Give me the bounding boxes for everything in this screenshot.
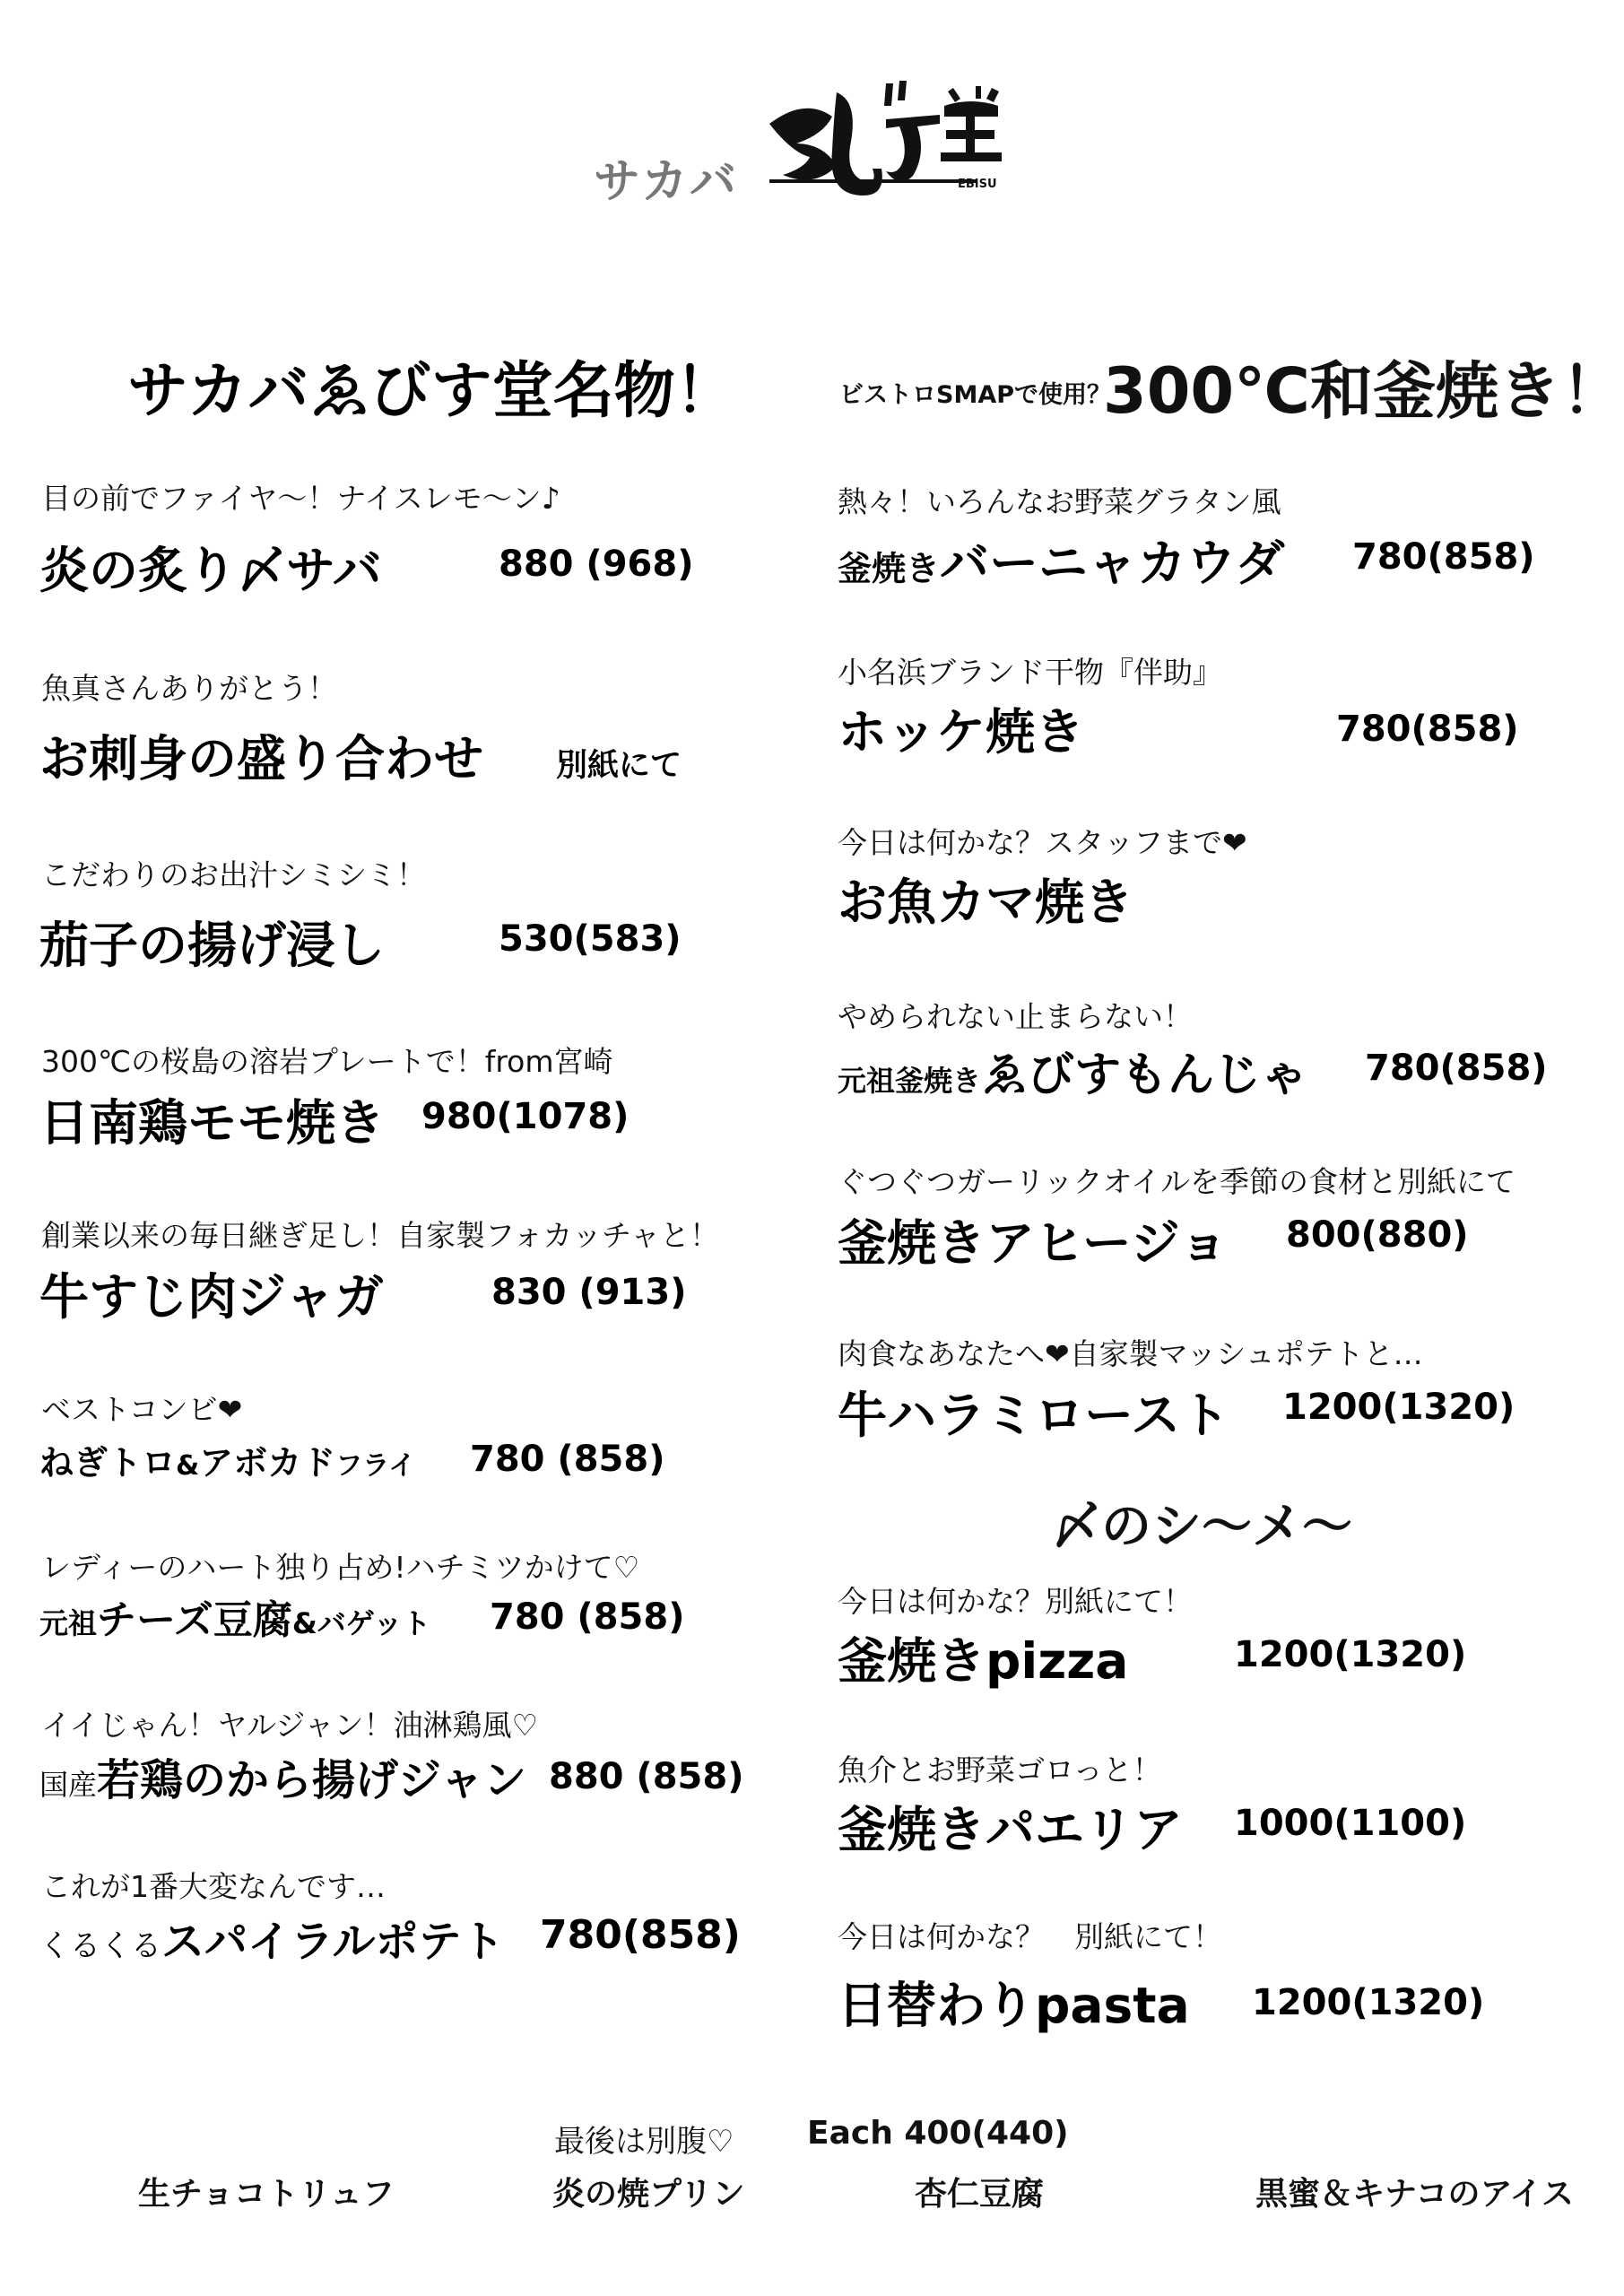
shime-item-1-price: 1200(1320) <box>1234 1634 1467 1675</box>
right-item-1-name-b: バーニャカウダ <box>940 535 1285 592</box>
left-item-8-price: 880 (858) <box>549 1756 744 1797</box>
right-item-4-name <box>838 1037 1307 1104</box>
header-sakaba: サカバ <box>594 155 738 209</box>
left-item-3-desc: こだわりのお出汁シミシミ！ <box>41 857 426 892</box>
left-item-9-name-b: スパイラルポテト <box>161 1917 505 1967</box>
left-item-8-name-b: 若鶏のから揚げジャン <box>97 1755 527 1805</box>
left-item-3-price: 530(583) <box>499 918 682 960</box>
shime-item-3-price: 1200(1320) <box>1252 1982 1485 2023</box>
logo-subtitle: EBISU <box>958 178 997 191</box>
right-item-1-name-a: 釜焼き <box>838 549 941 588</box>
left-item-6-name-d: フライ <box>335 1450 416 1482</box>
right-item-6-price: 1200(1320) <box>1282 1387 1515 1428</box>
shime-item-3-desc: 今日は何かな？ 別紙にて！ <box>838 1919 1222 1954</box>
shime-item-1-name: 釜焼きpizza <box>838 1632 1129 1690</box>
left-item-7-desc: レディーのハート独り占め!ハチミツかけて♡ <box>41 1550 640 1585</box>
dessert-item-1: 生チョコトリュフ <box>138 2176 395 2213</box>
left-item-8-desc: イイじゃん！ヤルジャン！油淋鶏風♡ <box>41 1708 539 1743</box>
left-item-3-name: 茄子の揚げ浸し <box>39 917 386 974</box>
right-item-1-name <box>838 524 1284 595</box>
shime-item-2-desc: 魚介とお野菜ゴロっと！ <box>838 1752 1162 1787</box>
dessert-item-4: 黒蜜＆キナコのアイス <box>1255 2176 1574 2213</box>
right-item-4-desc: やめられない止まらない！ <box>838 999 1193 1034</box>
right-item-5-desc: ぐつぐつガーリックオイルを季節の食材と別紙にて <box>838 1164 1516 1199</box>
right-item-2-name: ホッケ焼き <box>838 703 1085 761</box>
left-section-title: サカバゑびす堂名物！ <box>127 356 736 427</box>
left-item-7-name-b: チーズ豆腐 <box>97 1597 292 1643</box>
shime-item-2-price: 1000(1100) <box>1234 1803 1467 1844</box>
right-item-1-desc: 熱々！いろんなお野菜グラタン風 <box>838 484 1281 519</box>
left-item-4-price: 980(1078) <box>421 1096 630 1137</box>
left-item-9-desc: これが1番大変なんです… <box>41 1869 386 1904</box>
right-item-1-price: 780(858) <box>1352 536 1535 578</box>
left-item-4-name: 日南鶏モモ焼き <box>39 1094 386 1152</box>
left-item-8-name-a: 国産 <box>39 1768 98 1802</box>
left-item-7-name-c: &バゲット <box>291 1606 431 1640</box>
left-item-5-price: 830 (913) <box>491 1272 687 1313</box>
shime-item-1-desc: 今日は何かな？別紙にて！ <box>838 1584 1193 1619</box>
left-item-6-price: 780 (858) <box>470 1439 665 1480</box>
left-item-5-name: 牛すじ肉ジャガ <box>39 1268 384 1326</box>
left-item-6-name-c: アボカド <box>199 1443 336 1483</box>
right-item-2-desc: 小名浜ブランド干物『伴助』 <box>838 655 1222 690</box>
left-item-5-desc: 創業以来の毎日継ぎ足し！自家製フォカッチャと！ <box>41 1218 720 1253</box>
right-item-2-price: 780(858) <box>1336 709 1519 750</box>
left-item-2-price: 別紙にて <box>556 748 682 784</box>
dessert-item-2: 炎の焼プリン <box>552 2176 745 2213</box>
left-item-9-name <box>39 1907 505 1969</box>
right-section-pretitle: ビストロSMAPで使用？ <box>839 381 1111 409</box>
left-item-8-name <box>39 1745 526 1807</box>
right-item-5-price: 800(880) <box>1286 1214 1469 1256</box>
right-section-title: 300℃和釜焼き！ <box>1103 354 1624 428</box>
left-item-2-desc: 魚真さんありがとう！ <box>41 671 337 706</box>
left-item-1-desc: 目の前でファイヤ〜！ナイスレモ〜ン♪ <box>41 481 560 516</box>
left-item-1-price: 880 (968) <box>499 544 694 585</box>
right-item-4-name-a: 元祖釜焼き <box>838 1064 982 1098</box>
left-item-7-name-a: 元祖 <box>39 1606 98 1640</box>
dessert-item-3: 杏仁豆腐 <box>915 2176 1045 2213</box>
right-item-3-desc: 今日は何かな？スタッフまで❤ <box>838 825 1247 860</box>
dessert-each-price: Each 400(440) <box>807 2115 1069 2152</box>
left-item-9-price: 780(858) <box>540 1912 741 1958</box>
right-item-4-name-b: ゑびすもんじゃ <box>981 1048 1308 1102</box>
right-item-6-desc: 肉食なあなたへ❤自家製マッシュポテトと… <box>838 1336 1423 1371</box>
left-item-6-name <box>39 1435 415 1484</box>
left-item-6-name-b: & <box>176 1450 200 1482</box>
left-item-1-name: 炎の炙り〆サバ <box>39 542 382 599</box>
left-item-6-name-a: ねぎトロ <box>39 1443 177 1483</box>
right-item-4-price: 780(858) <box>1365 1048 1548 1089</box>
right-item-6-name: 牛ハラミロースト <box>838 1387 1230 1444</box>
shime-section-title: 〆のシ〜メ〜 <box>1051 1498 1352 1556</box>
right-item-3-name: お魚カマ焼き <box>838 874 1134 931</box>
dessert-heading: 最後は別腹♡ <box>554 2124 734 2160</box>
left-item-2-name: お刺身の盛り合わせ <box>39 730 484 787</box>
shime-item-3-name: 日替わりpasta <box>838 1977 1190 2034</box>
right-item-5-name: 釜焼きアヒージョ <box>838 1214 1229 1272</box>
left-item-7-name <box>39 1587 430 1645</box>
shime-item-2-name: 釜焼きパエリア <box>838 1801 1184 1858</box>
left-item-9-name-a: くるくる <box>39 1928 161 1964</box>
left-item-6-desc: ベストコンビ❤ <box>41 1392 243 1427</box>
left-item-4-desc: 300℃の桜島の溶岩プレートで！from宮崎 <box>41 1044 613 1079</box>
left-item-7-price: 780 (858) <box>490 1596 685 1638</box>
